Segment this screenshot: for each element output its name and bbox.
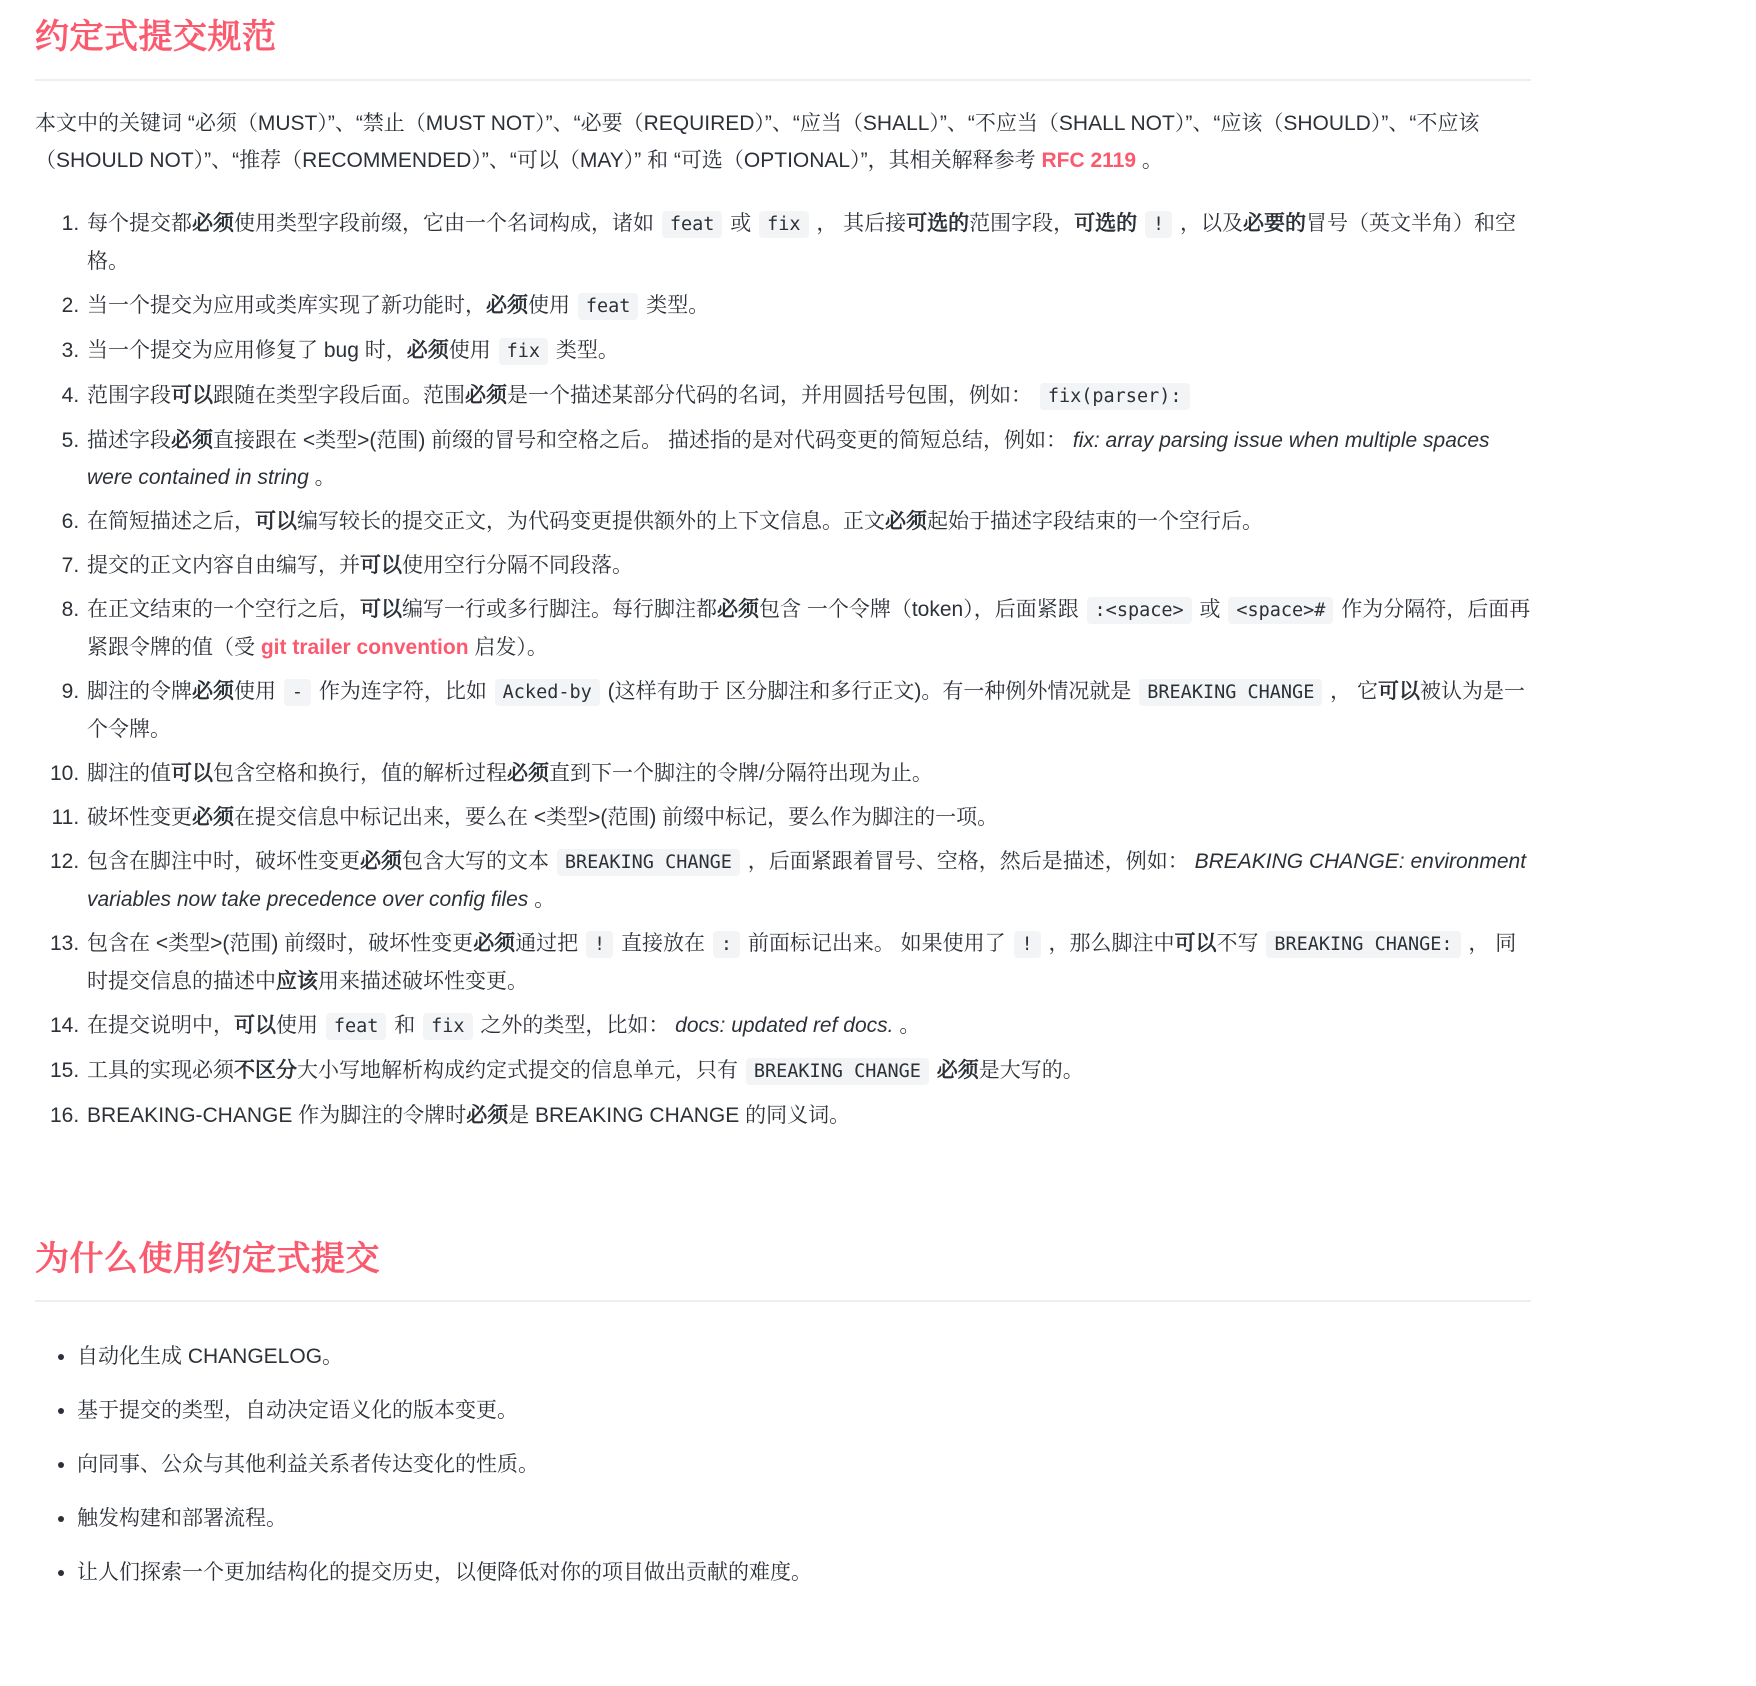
text-segment: 在提交信息中标记出来，要么在 <类型>(范围) 前缀中标记，要么作为脚注的一项。 <box>234 805 999 829</box>
bold-text: 可以 <box>171 761 213 785</box>
text-segment: 启发）。 <box>468 635 548 659</box>
text-segment: 使用 <box>276 1013 324 1037</box>
why-bullet-item: • 自动化生成 CHANGELOG。 <box>77 1338 1531 1375</box>
link[interactable]: git trailer convention <box>260 635 469 659</box>
bold-text: 必须 <box>465 383 507 407</box>
text-segment: 直接放在 <box>615 931 711 955</box>
spec-rule-item <box>85 799 1531 836</box>
text-segment: 包含大写的文本 <box>402 849 555 873</box>
text-segment: 破坏性变更 <box>87 805 192 829</box>
bold-text: 可以 <box>1378 679 1421 703</box>
text-segment: 范围字段， <box>969 211 1075 235</box>
text-segment: 是 BREAKING CHANGE 的同义词。 <box>508 1103 851 1127</box>
why-section-title: 为什么使用约定式提交 <box>35 1239 380 1278</box>
code-chip: BREAKING CHANGE <box>746 1058 929 1085</box>
text-segment: 大小写地解析构成约定式提交的信息单元，只有 <box>297 1058 744 1082</box>
spec-rule-item <box>85 925 1531 1000</box>
text-segment: 当一个提交为应用或类库实现了新功能时， <box>87 293 486 317</box>
text-segment: BREAKING-CHANGE 作为脚注的令牌时 <box>87 1103 467 1127</box>
bold-text: 可以 <box>234 1013 276 1037</box>
why-bullets-list <box>35 1338 1531 1591</box>
text-segment: 编写一行或多行脚注。每行脚注都 <box>402 597 717 621</box>
text-segment: 。 <box>528 887 556 911</box>
text-segment: 每个提交都 <box>87 211 192 235</box>
bold-text: 必须 <box>507 761 549 785</box>
bold-text: 必须 <box>360 849 402 873</box>
text-segment: 。 <box>308 465 336 489</box>
bold-text: 可以 <box>1174 931 1217 955</box>
text-segment: 在提交说明中， <box>87 1013 234 1037</box>
bold-text: 可以 <box>360 553 402 577</box>
text-segment: 直接跟在 <类型>(范围) 前缀的冒号和空格之后。 描述指的是对代码变更的简短总结，例如： <box>213 428 1073 452</box>
text-segment: 编写较长的提交正文，为代码变更提供额外的上下文信息。正文 <box>297 509 885 533</box>
bold-text: 应该 <box>276 969 318 993</box>
code-chip: ! <box>1145 211 1172 238</box>
text-segment: 不写 <box>1216 931 1265 955</box>
bold-text: 必须 <box>466 1103 509 1127</box>
text-segment: 使用空行分隔不同段落。 <box>402 553 633 577</box>
spec-rule-item <box>85 287 1531 325</box>
code-chip: <space># <box>1228 597 1333 624</box>
text-segment: 使用 <box>528 293 576 317</box>
text-segment: 本文中的关键词 “必须（MUST）”、“禁止（MUST NOT）”、“必要（REQUIRED）”、“应当（SHALL）”、“不应当（SHALL NOT）”、“应该（SHOULD）”、“不应该（SHOULD NOT）”、“推荐（RECOMMENDED）”、“可以（MAY）” 和 “可选（OPTIONAL）”，其相关解释参考 <box>35 111 1480 172</box>
text-segment: 脚注的令牌 <box>87 679 192 703</box>
code-chip: BREAKING CHANGE <box>1139 679 1322 706</box>
spec-rule-item <box>85 422 1531 496</box>
text-segment: 起始于描述字段结束的一个空行后。 <box>927 509 1263 533</box>
code-chip: ! <box>1014 931 1041 958</box>
spec-rule-item <box>85 377 1531 415</box>
bold-text: 必须 <box>486 293 528 317</box>
code-chip: feat <box>662 211 723 238</box>
text-segment: 冒号（英文半角）和空格。 <box>87 211 1516 273</box>
why-bullet-item: • 向同事、公众与其他利益关系者传达变化的性质。 <box>77 1446 1531 1483</box>
bold-text: 可以 <box>360 597 402 621</box>
text-segment: ，那么脚注中 <box>1042 931 1175 955</box>
text-segment: 包含空格和换行，值的解析过程 <box>213 761 507 785</box>
divider <box>35 79 1531 81</box>
bold-text: 可以 <box>171 383 213 407</box>
spec-rule-item <box>85 205 1531 280</box>
why-bullet-item: • 让人们探索一个更加结构化的提交历史，以便降低对你的项目做出贡献的难度。 <box>77 1554 1531 1591</box>
bold-text: 必要的 <box>1243 211 1306 235</box>
spec-rule-item <box>85 673 1531 748</box>
code-chip: BREAKING CHANGE: <box>1266 931 1460 958</box>
text-segment: 是一个描述某部分代码的名词，并用圆括号包围，例如： <box>507 383 1038 407</box>
text-segment: 之外的类型，比如： <box>474 1013 676 1037</box>
text-segment: ， 其后接 <box>810 211 907 235</box>
text-segment: (这样有助于 区分脚注和多行正文)。有一种例外情况就是 <box>601 679 1138 703</box>
text-segment: 使用类型字段前缀，它由一个名词构成，诸如 <box>234 211 660 235</box>
text-segment: 跟随在类型字段后面。范围 <box>213 383 465 407</box>
spec-rule-item <box>85 1052 1531 1090</box>
bold-text: 可以 <box>255 509 297 533</box>
code-chip: : <box>713 931 740 958</box>
text-segment: ，以及 <box>1174 211 1243 235</box>
divider <box>35 1300 1531 1302</box>
code-chip: fix <box>423 1013 472 1040</box>
text-segment: 。 <box>893 1013 921 1037</box>
bold-text: 必须 <box>171 428 213 452</box>
spec-rule-item <box>85 1097 1531 1134</box>
bold-text: 必须 <box>192 679 234 703</box>
spec-rules-list <box>35 205 1531 1134</box>
bold-text: 必须 <box>885 509 927 533</box>
text-segment: 作为分隔符，后面再紧跟令牌的值（受 <box>87 597 1531 659</box>
text-segment <box>1137 212 1143 235</box>
text-segment: 范围字段 <box>87 383 171 407</box>
code-chip: Acked-by <box>495 679 600 706</box>
text-segment: 使用 <box>234 679 282 703</box>
italic-text: BREAKING CHANGE: environment variables now take precedence over config files <box>87 849 1527 911</box>
text-segment: 使用 <box>448 338 497 362</box>
text-segment: 和 <box>388 1013 422 1037</box>
text-segment: 通过把 <box>515 931 585 955</box>
bold-text: 必须 <box>473 931 516 955</box>
why-bullet-item: • 基于提交的类型，自动决定语义化的版本变更。 <box>77 1392 1531 1429</box>
code-chip: fix(parser): <box>1040 383 1190 410</box>
text-segment: 在正文结束的一个空行之后， <box>87 597 360 621</box>
link[interactable]: RFC 2119 <box>1041 148 1137 172</box>
spec-rule-item <box>85 1007 1531 1045</box>
code-chip: BREAKING CHANGE <box>557 849 740 876</box>
text-segment: ， 同时提交信息的描述中 <box>87 931 1517 993</box>
bold-text: 可选的 <box>906 211 970 235</box>
spec-rule-item <box>85 591 1531 666</box>
text-segment: 前面标记出来。 如果使用了 <box>741 931 1012 955</box>
bold-text: 必须 <box>936 1058 979 1082</box>
page-title: 约定式提交规范 <box>35 18 277 56</box>
code-chip: feat <box>326 1013 387 1040</box>
text-segment: 脚注的值 <box>87 761 171 785</box>
code-chip: ! <box>586 931 613 958</box>
spec-rule-item <box>85 332 1531 370</box>
text-segment: 。 <box>1136 148 1163 172</box>
spec-rule-item <box>85 547 1531 584</box>
bold-text: 可选的 <box>1074 211 1138 235</box>
text-segment: 当一个提交为应用修复了 bug 时， <box>87 338 407 362</box>
text-segment: 工具的实现必须 <box>87 1058 234 1082</box>
text-segment: 包含在脚注中时，破坏性变更 <box>87 849 360 873</box>
text-segment: 提交的正文内容自由编写，并 <box>87 553 360 577</box>
text-segment: 描述字段 <box>87 428 171 452</box>
code-chip: :<space> <box>1087 597 1192 624</box>
text-segment: 或 <box>1193 597 1227 621</box>
text-segment: ， 它 <box>1324 679 1379 703</box>
italic-text: fix: array parsing issue when multiple spaces were contained in string <box>87 428 1490 489</box>
italic-text: docs: updated ref docs. <box>675 1013 894 1037</box>
text-segment: 类型。 <box>549 338 619 362</box>
intro-paragraph <box>35 105 1531 179</box>
text-segment: 用来描述破坏性变更。 <box>318 969 528 993</box>
text-segment: 或 <box>724 211 758 235</box>
text-segment: 作为连字符，比如 <box>312 679 493 703</box>
bold-text: 必须 <box>192 805 234 829</box>
text-segment: 包含在 <类型>(范围) 前缀时，破坏性变更 <box>87 931 474 955</box>
spec-rule-item <box>85 503 1531 540</box>
text-segment: 是大写的。 <box>978 1058 1084 1082</box>
code-chip: - <box>284 679 311 706</box>
document-body <box>35 0 1531 1591</box>
spec-rule-item <box>85 755 1531 792</box>
text-segment: 直到下一个脚注的令牌/分隔符出现为止。 <box>549 761 933 785</box>
bold-text: 不区分 <box>234 1058 297 1082</box>
bold-text: 必须 <box>717 597 759 621</box>
text-segment: 包含 一个令牌（token），后面紧跟 <box>759 597 1085 621</box>
text-segment: 在简短描述之后， <box>87 509 255 533</box>
text-segment: 类型。 <box>640 293 710 317</box>
bold-text: 必须 <box>192 211 234 235</box>
why-bullet-item: • 触发构建和部署流程。 <box>77 1500 1531 1537</box>
code-chip: feat <box>578 293 639 320</box>
text-segment: ，后面紧跟着冒号、空格，然后是描述，例如： <box>741 849 1195 873</box>
text-segment: 被认为是一个令牌。 <box>87 679 1526 741</box>
bold-text: 必须 <box>406 338 449 362</box>
code-chip: fix <box>499 338 548 365</box>
spec-rule-item <box>85 843 1531 918</box>
code-chip: fix <box>759 211 808 238</box>
